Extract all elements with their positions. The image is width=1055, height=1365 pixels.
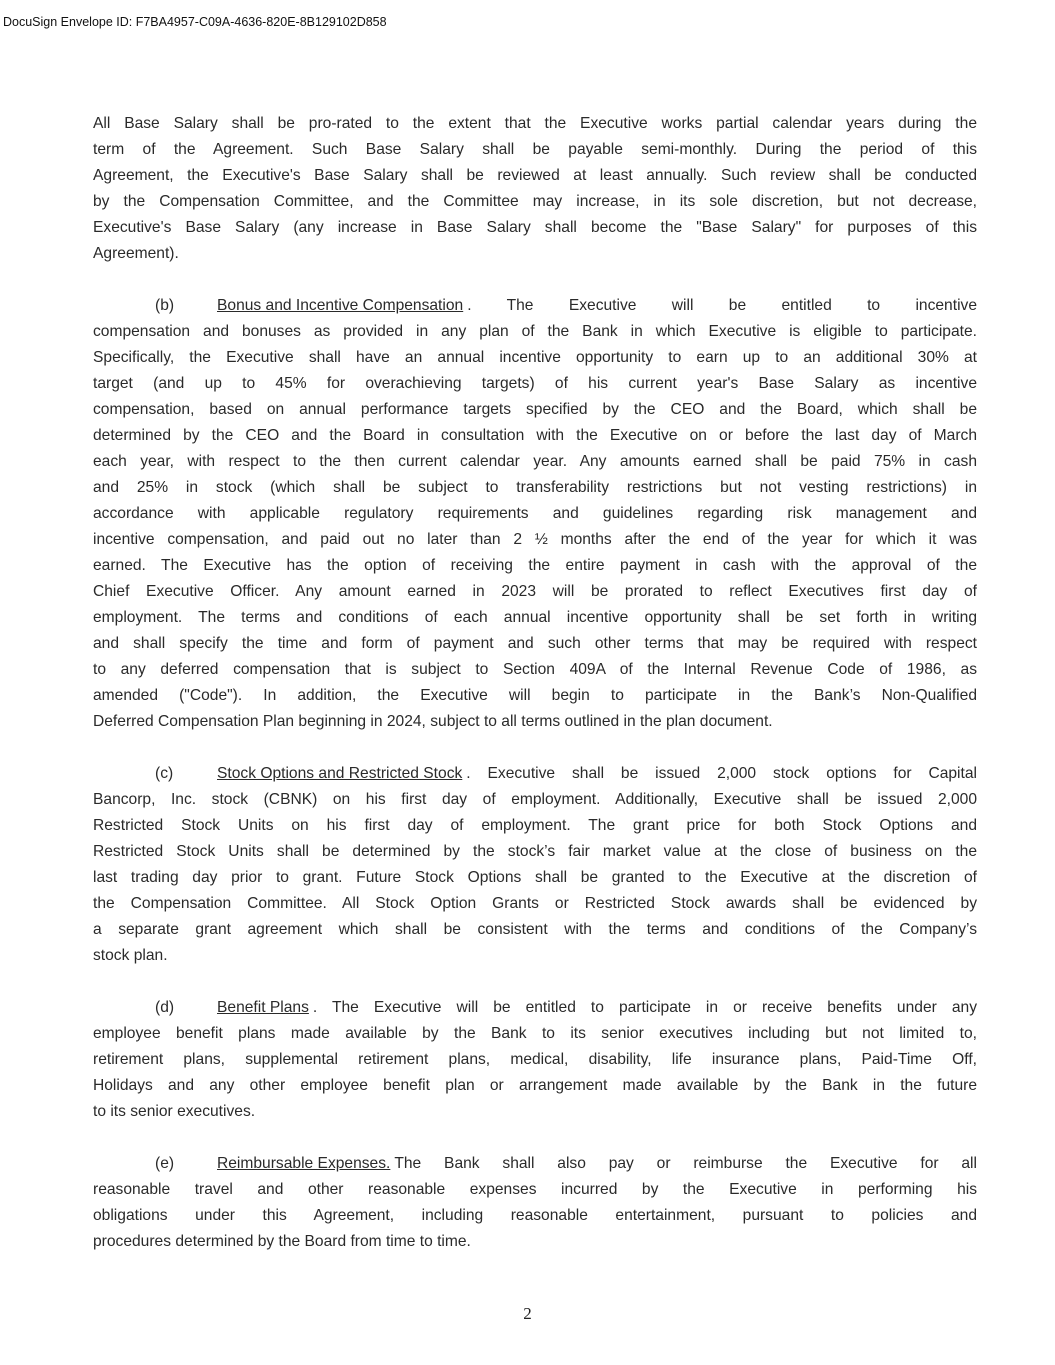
text-line: procedures determined by the Board from time to time.: [93, 1233, 471, 1250]
text-line: Holidays and any other employee benefit plan or arrangement made available by the Bank in the future: [93, 1077, 977, 1094]
text-line: Restricted Stock Units on his first day of employment. The grant price for both Stock Options and: [93, 817, 977, 834]
text-line: retirement plans, supplemental retirement plans, medical, disability, life insurance plans, Paid-Time Off,: [93, 1051, 977, 1068]
section-heading: Stock Options and Restricted Stock: [217, 765, 463, 782]
text-line: to its senior executives.: [93, 1103, 256, 1120]
section-label: (c): [155, 765, 174, 782]
text-line: . The Executive will be entitled to incentive: [467, 297, 977, 314]
text-line: target (and up to 45% for overachieving targets) of his current year's Base Salary as incentive: [93, 375, 977, 392]
section-heading: Reimbursable Expenses.: [217, 1155, 391, 1172]
text-line: a separate grant agreement which shall be consistent with the terms and conditions of the Company’s: [93, 921, 977, 938]
text-line: earned. The Executive has the option of receiving the entire payment in cash with the approval of the: [93, 557, 977, 574]
section-heading: Benefit Plans: [217, 999, 309, 1016]
text-line: Chief Executive Officer. Any amount earned in 2023 will be prorated to reflect Executives first day of: [93, 583, 977, 600]
text-line: Specifically, the Executive shall have an annual incentive opportunity to earn up to an additional 30% at: [93, 349, 977, 366]
text-line: last trading day prior to grant. Future Stock Options shall be granted to the Executive at the discretion of: [93, 869, 977, 886]
document-body: [93, 111, 977, 1281]
section-paragraph: [93, 293, 977, 735]
text-line: amended ("Code"). In addition, the Executive will begin to participate in the Bank’s Non-Qualified: [93, 687, 977, 704]
section-paragraph: [93, 1151, 977, 1255]
text-line: All Base Salary shall be pro-rated to the extent that the Executive works partial calendar years during the: [93, 115, 977, 132]
text-line: and shall specify the time and form of payment and such other terms that may be required with respect: [93, 635, 977, 652]
text-line: . The Executive will be entitled to participate in or receive benefits under any: [312, 999, 977, 1016]
text-line: by the Compensation Committee, and the Committee may increase, in its sole discretion, but not decrease,: [93, 193, 977, 210]
intro-paragraph: [93, 111, 977, 267]
text-line: the Compensation Committee. All Stock Option Grants or Restricted Stock awards shall be evidenced by: [93, 895, 977, 912]
text-line: stock plan.: [93, 947, 168, 964]
text-line: term of the Agreement. Such Base Salary shall be payable semi-monthly. During the period of this: [93, 141, 977, 158]
text-line: to any deferred compensation that is subject to Section 409A of the Internal Revenue Code of 1986, as: [93, 661, 977, 678]
section-label: (b): [155, 297, 175, 314]
text-line: Restricted Stock Units shall be determined by the stock’s fair market value at the close of business on the: [93, 843, 977, 860]
text-line: Agreement, the Executive's Base Salary shall be reviewed at least annually. Such review shall be conducted: [93, 167, 977, 184]
text-line: . Executive shall be issued 2,000 stock options for Capital: [466, 765, 977, 782]
text-line: compensation, based on annual performance targets specified by the CEO and the Board, which shall be: [93, 401, 977, 418]
text-line: Bancorp, Inc. stock (CBNK) on his first day of employment. Additionally, Executive shall be issued 2,000: [93, 791, 977, 808]
page-number: 2: [523, 1304, 532, 1323]
text-line: employment. The terms and conditions of each annual incentive opportunity shall be set forth in writing: [93, 609, 977, 626]
section-heading: Bonus and Incentive Compensation: [217, 297, 464, 314]
text-line: employee benefit plans made available by the Bank to its senior executives including but not limited to,: [93, 1025, 977, 1042]
section-paragraph: [93, 761, 977, 969]
text-line: Agreement).: [93, 245, 179, 262]
docusign-envelope-id: DocuSign Envelope ID: F7BA4957-C09A-4636-820E-8B129102D858: [3, 15, 387, 29]
text-line: incentive compensation, and paid out no later than 2 ½ months after the end of the year for which it was: [93, 531, 977, 548]
text-line: The Bank shall also pay or reimburse the Executive for all: [394, 1155, 977, 1172]
text-line: each year, with respect to the then current calendar year. Any amounts earned shall be paid 75% in cash: [93, 453, 977, 470]
section-label: (e): [155, 1155, 175, 1172]
text-line: obligations under this Agreement, including reasonable entertainment, pursuant to policies and: [93, 1207, 977, 1224]
section-paragraph: [93, 995, 977, 1125]
text-line: determined by the CEO and the Board in consultation with the Executive on or before the last day of March: [93, 427, 977, 444]
section-label: (d): [155, 999, 175, 1016]
text-line: Deferred Compensation Plan beginning in 2024, subject to all terms outlined in the plan document.: [93, 713, 773, 730]
text-line: and 25% in stock (which shall be subject to transferability restrictions but not vesting restrictions) in: [93, 479, 977, 496]
text-line: reasonable travel and other reasonable expenses incurred by the Executive in performing his: [93, 1181, 977, 1198]
text-line: Executive's Base Salary (any increase in Base Salary shall become the "Base Salary" for purposes of this: [93, 219, 977, 236]
text-line: accordance with applicable regulatory requirements and guidelines regarding risk management and: [93, 505, 977, 522]
text-line: compensation and bonuses as provided in any plan of the Bank in which Executive is eligible to participate.: [93, 323, 977, 340]
